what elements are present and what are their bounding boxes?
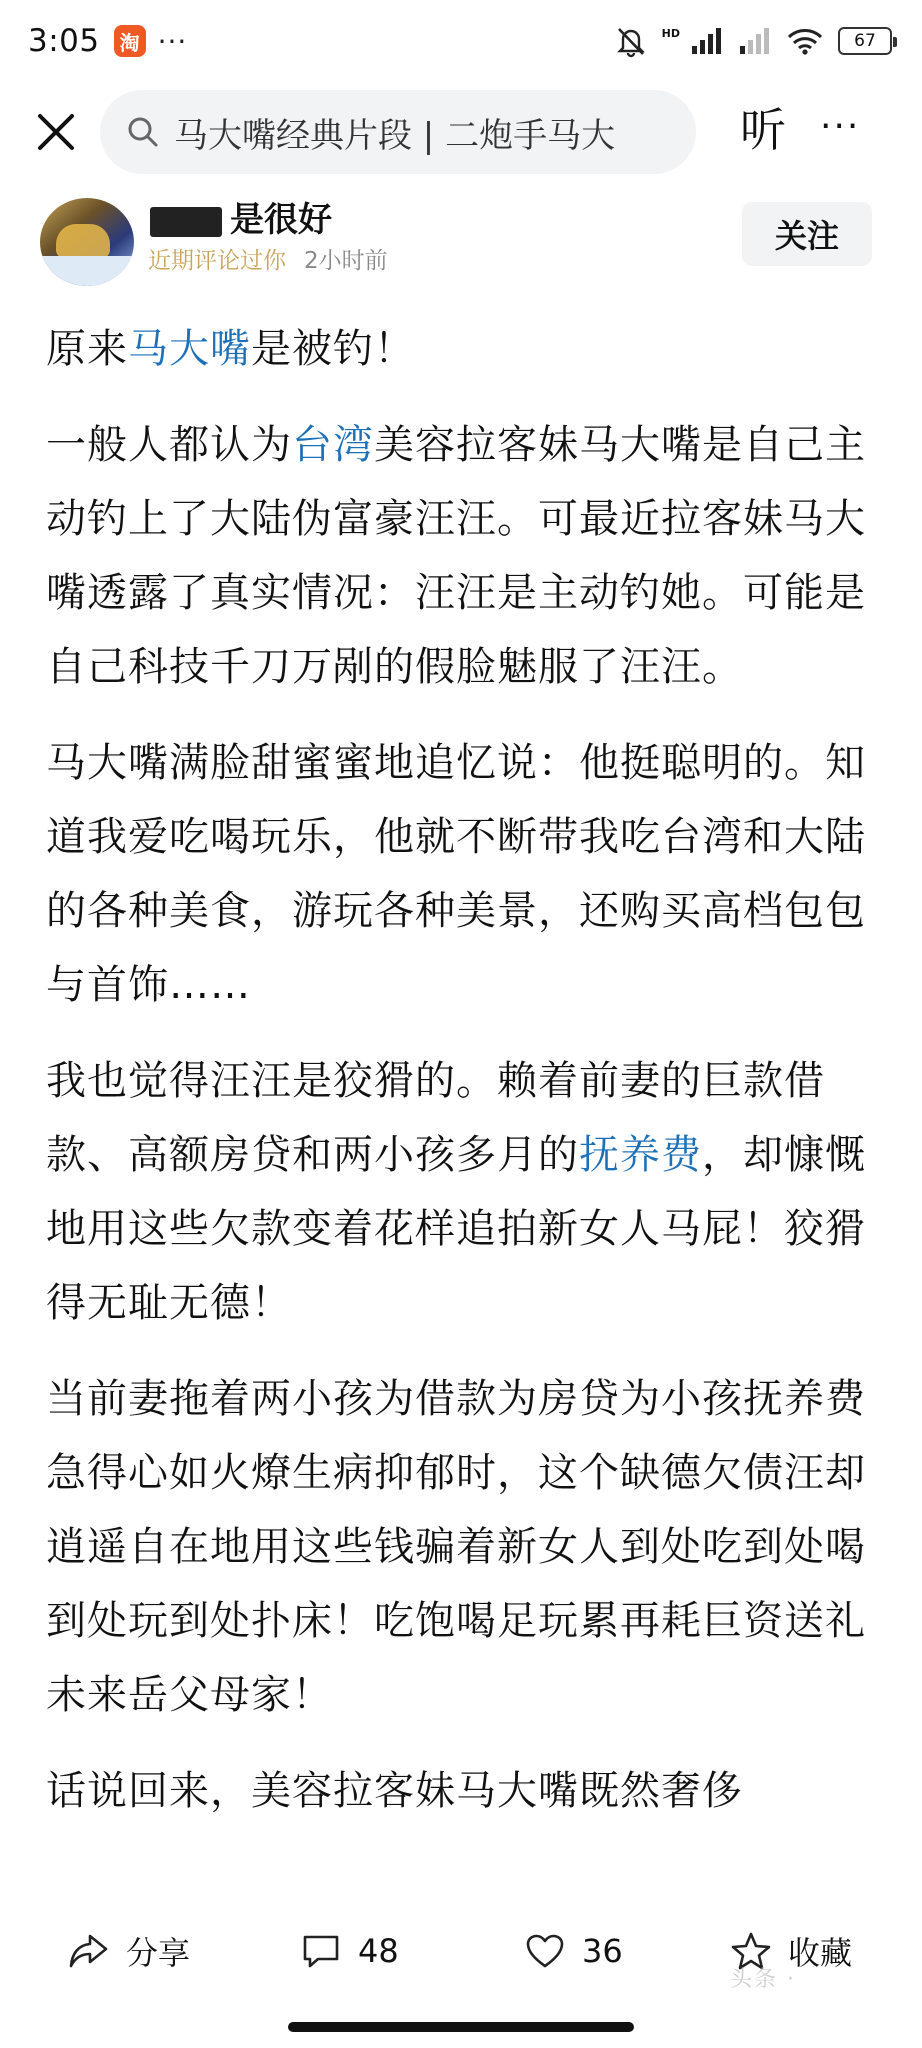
topic-link-taiwan[interactable]: 台湾 — [292, 422, 374, 468]
close-icon — [34, 110, 78, 154]
paragraph — [46, 312, 876, 386]
heart-icon — [524, 1931, 566, 1971]
author-row — [0, 192, 922, 292]
collect-label: 收藏 — [788, 1934, 853, 1972]
search-input[interactable] — [100, 90, 696, 174]
search-icon — [126, 115, 160, 149]
action-bar — [0, 1904, 922, 2004]
share-label: 分享 — [126, 1934, 191, 1972]
recent-comment-label: 近期评论过你 — [148, 248, 286, 274]
search-query-text: 马大嘴经典片段 | 二炮手马大 — [174, 115, 616, 156]
follow-button[interactable]: 关注 — [742, 202, 872, 266]
listen-button[interactable]: 听 — [740, 103, 786, 157]
post-time: 2小时前 — [304, 248, 388, 274]
status-time: 3:05 — [28, 23, 100, 59]
paragraph — [46, 408, 876, 704]
home-indicator[interactable] — [288, 2022, 634, 2032]
text-span: 我也觉得汪汪是狡猾的。赖着前妻的巨款借款、高额房贷和两小孩多月的 — [46, 1058, 825, 1178]
status-more-indicator: ··· — [157, 24, 188, 58]
article-body — [46, 312, 876, 1900]
text-span: 美容拉客妹马大嘴是自己主动钓上了大陆伪富豪汪汪。可最近拉客妹马大嘴透露了真实情况：汪汪是主动钓她。可能是自己科技千刀万剐的假脸魅服了汪汪。 — [46, 422, 866, 690]
close-button[interactable] — [26, 102, 86, 162]
like-count: 36 — [582, 1932, 623, 1970]
status-icons — [614, 24, 892, 58]
paragraph — [46, 1044, 876, 1340]
comment-icon — [300, 1931, 342, 1971]
wifi-icon — [786, 26, 824, 56]
top-bar — [0, 82, 922, 182]
scroll-fade — [46, 1840, 876, 1900]
comment-count: 48 — [358, 1932, 399, 1970]
author-name[interactable] — [150, 192, 332, 241]
share-icon — [68, 1931, 110, 1971]
paragraph: 马大嘴满脸甜蜜蜜地追忆说：他挺聪明的。知道我爱吃喝玩乐，他就不断带我吃台湾和大陆的各种美食，游玩各种美景，还购买高档包包与首饰…… — [46, 740, 866, 1008]
author-name-text: 是很好 — [230, 200, 332, 240]
paragraph-truncated: 话说回来，美容拉客妹马大嘴既然奢侈 — [46, 1768, 743, 1814]
mute-bell-icon — [614, 24, 648, 58]
like-button[interactable] — [524, 1926, 623, 1976]
share-button[interactable] — [68, 1926, 190, 1976]
avatar[interactable] — [40, 198, 134, 286]
signal-weak-icon — [738, 26, 772, 56]
paragraph: 当前妻拖着两小孩为借款为房贷为小孩抚养费急得心如火燎生病抑郁时，这个缺德欠债汪却逍遥自在地用这些钱骗着新女人到处吃到处喝到处玩到处扑床！吃饱喝足玩累再耗巨资送礼未来岳父母家！ — [46, 1376, 866, 1718]
topic-link-madazui[interactable]: 马大嘴 — [128, 326, 251, 372]
more-options-button[interactable]: ··· — [820, 106, 861, 147]
signal-strength-icon — [690, 26, 724, 56]
text-span: 原来 — [46, 326, 128, 372]
taobao-app-icon: 淘 — [114, 25, 146, 57]
text-span: ，却慷慨地用这些欠款变着花样追拍新女人马屁！狡猾得无耻无德！ — [46, 1132, 866, 1326]
hd-label: HD — [661, 26, 680, 40]
watermark: 头条 · — [730, 1967, 796, 1992]
text-span: 是被钓！ — [251, 326, 415, 372]
author-meta — [148, 242, 388, 275]
comment-button[interactable] — [300, 1926, 399, 1976]
redacted-name-block — [150, 207, 222, 237]
text-span: 一般人都认为 — [46, 422, 292, 468]
status-bar — [0, 0, 922, 82]
battery-indicator: 67 — [838, 27, 892, 55]
topic-link-fuyangfei[interactable]: 抚养费 — [579, 1132, 702, 1178]
